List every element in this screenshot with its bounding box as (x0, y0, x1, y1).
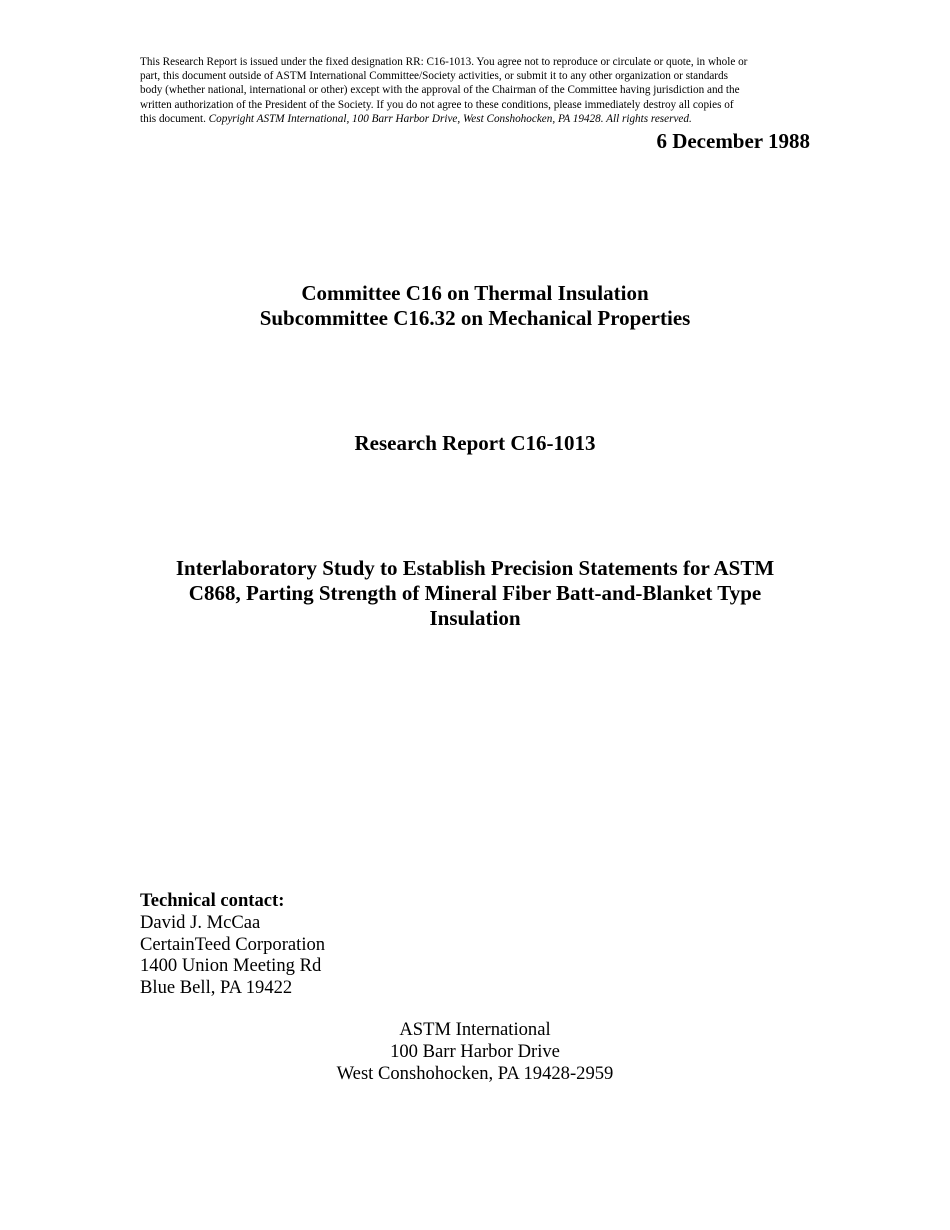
disclaimer-last-line-prefix: this document. (140, 112, 209, 125)
astm-city: West Conshohocken, PA 19428-2959 (336, 1062, 614, 1084)
disclaimer-line: body (whether national, international or other) except with the approval of the Chairman of the Committee having jurisdiction and the (140, 84, 740, 97)
report-number: Research Report C16-1013 (354, 431, 596, 455)
disclaimer-line: part, this document outside of ASTM International Committee/Society activities, or submit it to any other organization or standards (140, 70, 728, 83)
study-title-line: Insulation (429, 606, 521, 630)
committee-heading (0, 281, 950, 331)
disclaimer-line: written authorization of the President of the Society. If you do not agree to these conditions, please immediately destroy all copies of (140, 98, 734, 111)
report-date: 6 December 1988 (656, 129, 810, 153)
copyright-notice: Copyright ASTM International, 100 Barr Harbor Drive, West Conshohocken, PA 19428. All rights reserved. (208, 112, 692, 125)
technical-contact-label: Technical contact: (140, 890, 285, 911)
disclaimer-notice (140, 55, 812, 126)
technical-contact (140, 890, 325, 999)
study-title-line: Interlaboratory Study to Establish Precision Statements for ASTM (175, 556, 775, 580)
committee-name: Committee C16 on Thermal Insulation (301, 281, 649, 305)
disclaimer-line: This Research Report is issued under the fixed designation RR: C16-1013. You agree not to reproduce or circulate or quote, in whole or (140, 56, 748, 68)
astm-org: ASTM International (399, 1019, 551, 1040)
study-title-line: C868, Parting Strength of Mineral Fiber Batt-and-Blanket Type (188, 581, 762, 605)
contact-name: David J. McCaa (140, 911, 261, 933)
study-title (150, 556, 800, 631)
contact-company: CertainTeed Corporation (140, 933, 326, 955)
contact-street: 1400 Union Meeting Rd (140, 955, 322, 977)
subcommittee-name: Subcommittee C16.32 on Mechanical Properties (259, 306, 691, 330)
astm-address (0, 1019, 950, 1084)
contact-city: Blue Bell, PA 19422 (140, 977, 293, 999)
disclaimer-last-line (140, 112, 812, 126)
astm-street: 100 Barr Harbor Drive (390, 1040, 560, 1062)
